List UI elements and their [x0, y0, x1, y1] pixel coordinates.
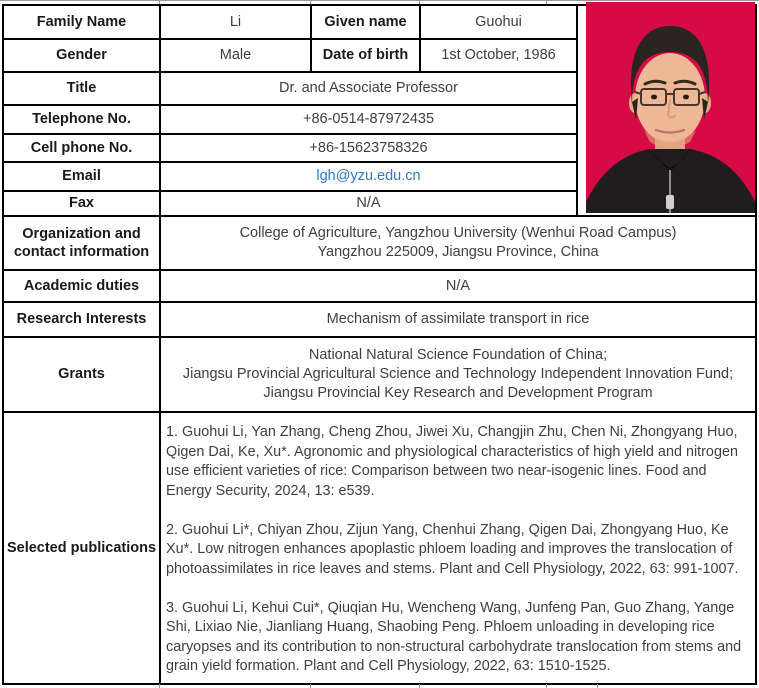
publications-value: [161, 413, 755, 683]
academic-duties-label: Academic duties: [4, 271, 161, 303]
gridline-stub: [546, 684, 547, 688]
gridline-stub: [419, 684, 420, 688]
grants-line-1: National Natural Science Foundation of China;: [308, 347, 608, 363]
telephone-value: +86-0514-87972435: [161, 106, 578, 135]
given-name-value: Guohui: [421, 6, 578, 40]
publications-label: Selected publications: [4, 413, 161, 683]
organization-line-2: Yangzhou 225009, Jiangsu Province, China: [317, 244, 599, 260]
email-cell: [161, 163, 578, 192]
gridline-stub: [597, 684, 598, 688]
publication-item-3: 3. Guohui Li, Kehui Cui*, Qiuqian Hu, Wencheng Wang, Junfeng Pan, Guo Zhang, Yange Shi, Lixiao Nie, Jianliang Huang, Shaobing Peng. Phloem unloading in developing rice caryopses and its contribution to non-structural carbohydrate translocation from stems and grain yield formation. Plant and Cell Physiology, 2022, 63: 1510-1525.: [166, 599, 742, 674]
grants-line-2: Jiangsu Provincial Agricultural Science and Technology Independent Innovation Fund;: [182, 366, 734, 382]
date-of-birth-value: 1st October, 1986: [421, 40, 578, 73]
fax-value: N/A: [161, 192, 578, 217]
family-name-label: Family Name: [4, 6, 161, 40]
email-label: Email: [4, 163, 161, 192]
date-of-birth-label: Date of birth: [312, 40, 421, 73]
organization-label: Organization and contact information: [4, 217, 161, 271]
cell-phone-value: +86-15623758326: [161, 135, 578, 163]
cell-phone-label: Cell phone No.: [4, 135, 161, 163]
organization-line-1: College of Agriculture, Yangzhou University (Wenhui Road Campus): [239, 225, 677, 241]
telephone-label: Telephone No.: [4, 106, 161, 135]
gender-label: Gender: [4, 40, 161, 73]
gridline-top: [0, 0, 759, 1]
gridline-stub: [310, 684, 311, 688]
organization-value: [161, 217, 755, 271]
profile-photo: [586, 2, 755, 213]
grants-label: Grants: [4, 338, 161, 413]
academic-duties-value: N/A: [161, 271, 755, 303]
title-label: Title: [4, 73, 161, 106]
publication-item-2: 2. Guohui Li*, Chiyan Zhou, Zijun Yang, Chenhui Zhang, Qigen Dai, Zhongyang Huo, Ke Xu*. Low nitrogen enhances apoplastic phloem loading and improves the translocation of photoassimilates in rice leaves and stems. Plant and Cell Physiology, 2022, 63: 991-1007.: [166, 521, 739, 577]
given-name-label: Given name: [312, 6, 421, 40]
research-interests-value: Mechanism of assimilate transport in rice: [161, 303, 755, 338]
email-link[interactable]: lgh@yzu.edu.cn: [316, 168, 421, 185]
family-name-value: Li: [161, 6, 312, 40]
grants-value: [161, 338, 755, 413]
gridline-stub: [159, 684, 160, 688]
research-interests-label: Research Interests: [4, 303, 161, 338]
grants-line-3: Jiangsu Provincial Key Research and Development Program: [263, 385, 653, 401]
fax-label: Fax: [4, 192, 161, 217]
gender-value: Male: [161, 40, 312, 73]
publication-item-1: 1. Guohui Li, Yan Zhang, Cheng Zhou, Jiwei Xu, Changjin Zhu, Chen Ni, Zhongyang Huo, Qigen Dai, Ke, Xu*. Agronomic and physiological characteristics of high yield and nitrogen use efficient varieties of rice: Comparison between two near-isogenic lines. Food and Energy Security, 2024, 13: e539.: [166, 424, 738, 499]
title-value: Dr. and Associate Professor: [161, 73, 578, 106]
